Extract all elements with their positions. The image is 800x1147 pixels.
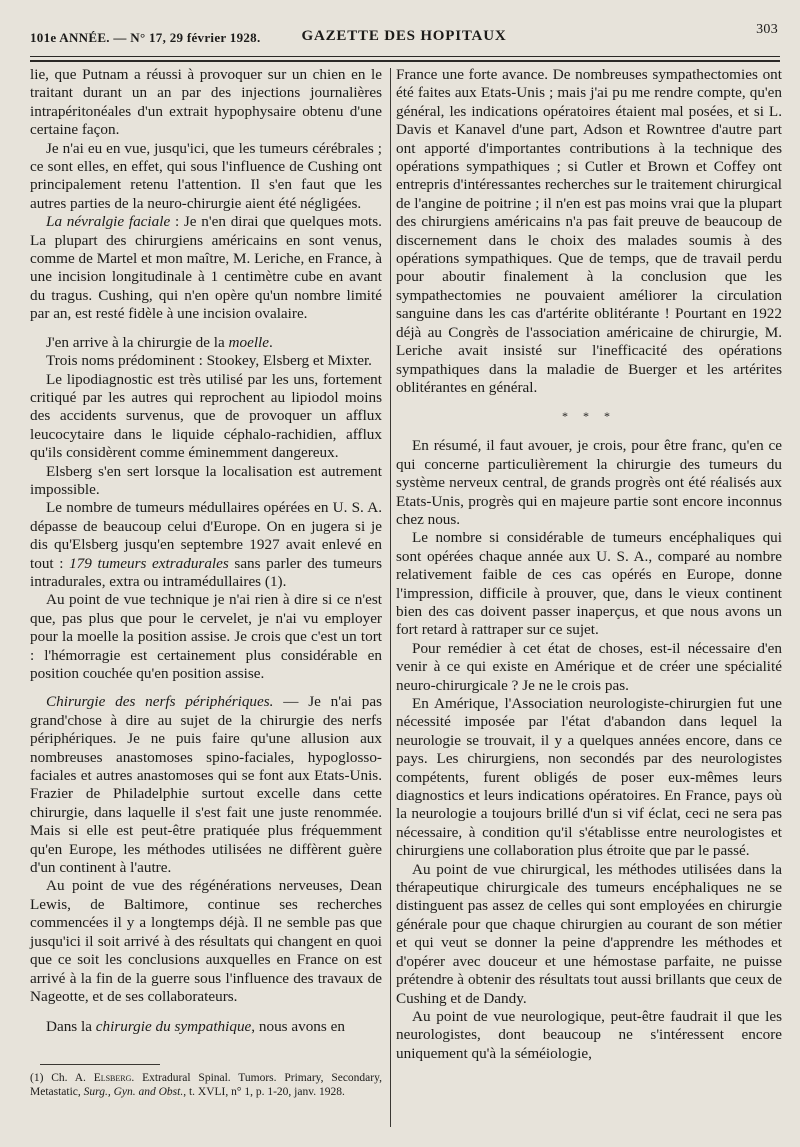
- left-column: [30, 66, 382, 1037]
- paragraph: Au point de vue chirurgical, les méthodes utilisées dans la thérapeutique chirurgicale des tumeurs encéphaliques ne se distinguent pas assez de celles qui sont employées en chirurgie générale pour que chaque chirurgien au courant de son métier et qui veut se donner la peine d'apprendre les méthodes et d'opérer avec douceur et une hémostase parfaite, ne puisse prétendre à obtenir des résultats tout aussi brillants que ceux de Cushing et de Dandy.: [396, 860, 782, 1007]
- paragraph: Dans la chirurgie du sympathique, nous avons en: [46, 1018, 345, 1036]
- section-label: chirurgie du sympathique: [95, 1018, 252, 1036]
- emphasis: 179 tumeurs extradurales: [69, 554, 229, 572]
- journal-title: GAZETTE DES HOPITAUX: [301, 28, 507, 44]
- paragraph: Le nombre de tumeurs médullaires opérées en U. S. A. dépasse de beaucoup celui d'Europe. On en jugera si je dis qu'Elsberg jusqu'en septembre 1927 avait enlevé en tout : 179 tumeurs extradurales sans parler des tumeurs intradurales, extra ou intramédullaires (1).: [30, 499, 382, 590]
- header-rule-thick: [30, 60, 780, 62]
- paragraph: Au point de vue technique je n'ai rien à dire si ce n'est que, pas plus que pour le cervelet, je n'ai vu employer pour la moelle la position assise. Je crois que c'est un tort : l'hémorragie est certainement plus considérable en position couchée qu'en position assise.: [30, 591, 382, 682]
- issue-info: 101e ANNÉE. — N° 17, 29 février 1928.: [30, 30, 261, 45]
- page-header: [30, 22, 778, 48]
- paragraph: Au point de vue des régénérations nerveuses, Dean Lewis, de Baltimore, continue ses recherches commencées il y a longtemps déjà. Il ne semble pas que jusqu'ici il soit arrivé à des résultats qui changent en quoi que ce soit les conclusions auxquelles en France on est arrivé à la fin de la guerre sous l'influence des travaux de Nageotte, et de ses collaborateurs.: [30, 877, 382, 1005]
- right-column: [396, 66, 782, 1063]
- paragraph: Je n'ai eu en vue, jusqu'ici, que les tumeurs cérébrales ; ce sont elles, en effet, qui sous l'influence de Cushing ont principalement retenu l'attention. Il s'en faut que les autres parties de la neuro-chirurgie aient été négligées.: [30, 139, 382, 212]
- paragraph: J'en arrive à la chirurgie de la moelle.: [46, 333, 273, 351]
- footnote-author: Elsberg: [93, 1072, 132, 1084]
- paragraph: En Amérique, l'Association neurologiste-chirurgien fut une nécessité imposée par l'état d'abandon dans lequel la neurologie se trouvait, il y a quelques années encore, dans ce pays. Les chirurgiens, non secondés par des neurologistes compétents, furent obligés de poser eux-mêmes leurs diagnostics et leurs indications opératoires. En France, pays où la neurologie a toujours brillé d'un si vif éclat, ceci ne sera pas nécessaire, à condition qu'il s'établisse entre neurologistes et chirurgiens une collaboration plus étroite que par le passé.: [396, 695, 782, 860]
- section-label: Chirurgie des nerfs périphériques.: [46, 693, 274, 711]
- paragraph: Trois noms prédominent : Stookey, Elsberg et Mixter.: [46, 352, 372, 370]
- paragraph: lie, que Putnam a réussi à provoquer sur un chien en le traitant durant un an par des injections journalières intrapéritonéales d'un extrait hypophysaire obtenu d'une certaine façon.: [30, 66, 382, 139]
- paragraph: Le nombre si considérable de tumeurs encéphaliques qui sont opérées chaque année aux U. S. A., comparé au nombre relativement faible de ces cas opérés en Europe, donne l'impression, difficile à prouver, que, dans le vieux continent bien des cas doivent passer inaperçus, et que nous avons un fort retard à rattraper sur ce sujet.: [396, 529, 782, 639]
- footnote-journal: Surg., Gyn. and Obst.: [83, 1086, 184, 1098]
- paragraph: Chirurgie des nerfs périphériques. — Je n'ai pas grand'chose à dire au sujet de la chirurgie des nerfs périphériques. Je ne puis faire qu'une allusion aux nombreuses anastomoses spino-faciales, hypoglosso-faciales et autres anastomoses qui se font aux Etats-Unis. Frazier de Philadelphie surtout excelle dans cette chirurgie, dans laquelle il s'est fait une juste renommée. Mais si elle est peut-être pratiquée plus fréquemment qu'en Europe, les méthodes utilisées ne diffèrent guère d'un continent à l'autre.: [30, 693, 382, 877]
- spacer: [30, 324, 382, 334]
- footnote-rule: [40, 1064, 160, 1065]
- column-separator: [390, 68, 391, 1127]
- paragraph: Pour remédier à cet état de choses, est-il nécessaire d'en venir à ce qui existe en Amérique et de créer une spécialité neuro-chirurgicale ? Je ne le crois pas.: [396, 639, 782, 694]
- paragraph: Le lipodiagnostic est très utilisé par les uns, fortement critiqué par les autres qui reprochent au lipiodol moins des accidents survenus, que de provoquer un afflux leucocytaire dans le liquide céphalo-rachidien, afflux qu'ils considèrent comme éminemment dangereux.: [30, 370, 382, 462]
- page-number: 303: [756, 22, 778, 37]
- spacer: [30, 683, 382, 693]
- footnote: (1) Ch. A. Elsberg. Extradural Spinal. Tumors. Primary, Secondary, Metastatic, Surg., Gyn. and Obst., t. XVLI, n° 1, p. 1-20, janv. 1928.: [30, 1072, 382, 1098]
- section-label: moelle: [228, 333, 269, 351]
- header-rule-thin: [30, 56, 780, 57]
- spacer: [30, 1006, 382, 1018]
- paragraph: Elsberg s'en sert lorsque la localisation est autrement impossible.: [30, 462, 382, 498]
- paragraph: La névralgie faciale : Je n'en dirai que quelques mots. La plupart des chirurgiens américains en sont venus, comme de Martel et mon maître, M. Leriche, en France, à une incision longitudinale à 1 centimètre cube en avant du tragus. Cushing, qui n'en opère qu'un nombre limité par an, est resté fidèle à une incision ovalaire.: [30, 213, 382, 323]
- paragraph: France une forte avance. De nombreuses sympathectomies ont été faites aux Etats-Unis ; mais j'ai pu me rendre compte, qu'en général, les indications opératoires étaient mal posées, et si L. Davis et Kanavel d'une part, Adson et Rowntree d'autre part ont apporté d'importantes contributions à la technique des opérations sympathiques ; si Cutler et Brown et Coffey ont entrepris d'intéressantes recherches sur le traitement chirurgical de l'angine de poitrine ; il n'en est pas moins vrai que la plupart des chirurgiens américains n'a pas fait preuve de beaucoup de discernement dans le choix des malades soumis à des opérations sympathiques. Que de temps, que de travail perdu pour aboutir finalement à la conclusion que les sympathectomies ne pouvaient améliorer la circulation sanguine dans les cas d'artérite oblitérante ! Pourtant en 1922 déjà au Congrès de l'association américaine de chirurgie, M. Leriche avait insisté sur l'inefficacité des opérations sympathiques dans la maladie de Buerger et les artérites oblitérantes en général.: [396, 66, 782, 396]
- paragraph: Au point de vue neurologique, peut-être faudrait il que les neurologistes, dont beaucoup ne s'intéressent encore uniquement qu'à la séméiologie,: [396, 1007, 782, 1062]
- paragraph: En résumé, il faut avouer, je crois, pour être franc, qu'en ce qui concerne particulièrement la chirurgie des tumeurs du système nerveux central, de grands progrès ont été réalisés aux Etats-Unis, progrès qui en majeure partie sont encore inconnus chez nous.: [396, 437, 782, 528]
- section-label: La névralgie faciale: [46, 213, 171, 231]
- section-separator: * * *: [562, 409, 616, 424]
